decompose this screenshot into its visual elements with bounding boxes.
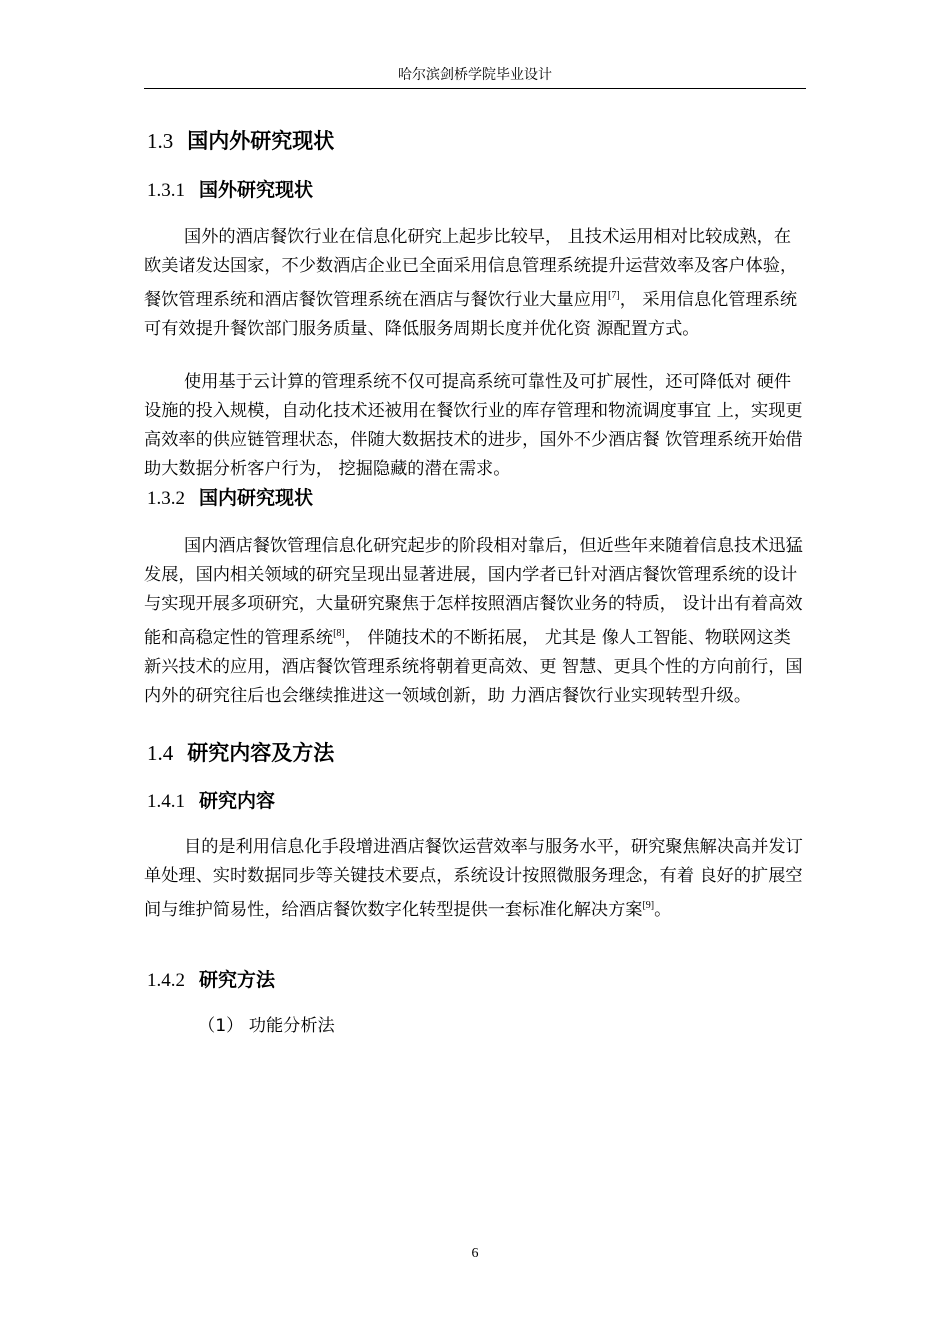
list-item-text: （1） 功能分析法 [198, 1016, 335, 1036]
paragraph-text: ， 采用信息化管理系统可有效提升餐饮部门服务质量、降低服务周期长度并优化资 源配置方式。 [144, 290, 798, 339]
section-title: 研究内容及方法 [187, 741, 335, 765]
paragraph-text: ， 伴随技术的不断拓展， 尤其是 像人工智能、物联网这类新兴技术的应用，酒店餐饮管理系统将朝着更高效、更 智慧、更具个性的方向前行，国内外的研究往后也会继续推进这一领域创新，助 力酒店餐饮行业实现转型升级。 [144, 628, 803, 706]
section-number: 1.3.2 [147, 488, 185, 509]
section-number: 1.4.1 [147, 791, 185, 812]
section-heading-1-3-2 [147, 484, 313, 513]
paragraph-text: 使用基于云计算的管理系统不仅可提高系统可靠性及可扩展性，还可降低对 硬件设施的投入规模，自动化技术还被用在餐饮行业的库存管理和物流调度事宜 上，实现更高效率的供应链管理状态，伴随大数据技术的进步，国外不少酒店餐 饮管理系统开始借助大数据分析客户行为， 挖掘隐藏的潜在需求。 [144, 372, 803, 479]
page-footer [0, 1246, 950, 1262]
section-title: 国内外研究现状 [187, 129, 335, 153]
section-heading-1-4-1 [147, 787, 275, 816]
page-number: 6 [471, 1246, 479, 1261]
paragraph-foreign-research-2 [144, 368, 806, 484]
section-title: 研究内容 [199, 790, 276, 812]
section-number: 1.4 [147, 741, 174, 765]
section-heading-1-4 [147, 738, 334, 768]
paragraph-text: 。 [654, 900, 672, 920]
paragraph-domestic-research [144, 532, 806, 711]
section-title: 国内研究现状 [199, 487, 314, 509]
paragraph-research-content [144, 833, 806, 925]
page-header [144, 62, 806, 89]
citation: [8] [333, 628, 345, 639]
citation: [7] [608, 290, 620, 301]
paragraph-text: 国内酒店餐饮管理信息化研究起步的阶段相对靠后，但近些年来随着信息技术迅猛发展，国内相关领域的研究呈现出显著进展，国内学者已针对酒店餐饮管理系统的设计与实现开展多项研究，大量研究聚焦于怎样按照酒店餐饮业务的特质， 设计出有着高效能和高稳定性的管理系统 [144, 536, 803, 648]
section-title: 国外研究现状 [199, 179, 314, 201]
paragraph-text: 目的是利用信息化手段增进酒店餐饮运营效率与服务水平，研究聚焦解决高并发订单处理、实时数据同步等关键技术要点，系统设计按照微服务理念，有着 良好的扩展空间与维护简易性，给酒店餐饮数字化转型提供一套标准化解决方案 [144, 837, 803, 920]
section-number: 1.3 [147, 129, 174, 153]
section-heading-1-3 [147, 126, 334, 156]
citation: [9] [642, 900, 655, 911]
paragraph-text: 国外的酒店餐饮行业在信息化研究上起步比较早， 且技术运用相对比较成熟，在欧美诸发达国家，不少数酒店企业已全面采用信息管理系统提升运营效率及客户体验， 餐饮管理系统和酒店餐饮管理系统在酒店与餐饮行业大量应用 [144, 227, 798, 310]
paragraph-foreign-research-1 [144, 223, 806, 344]
section-heading-1-3-1 [147, 176, 313, 205]
section-number: 1.4.2 [147, 970, 185, 991]
section-heading-1-4-2 [147, 966, 275, 995]
section-number: 1.3.1 [147, 180, 185, 201]
section-title: 研究方法 [199, 969, 276, 991]
header-title: 哈尔滨剑桥学院毕业设计 [398, 67, 552, 83]
list-item-method-1 [198, 1012, 335, 1041]
